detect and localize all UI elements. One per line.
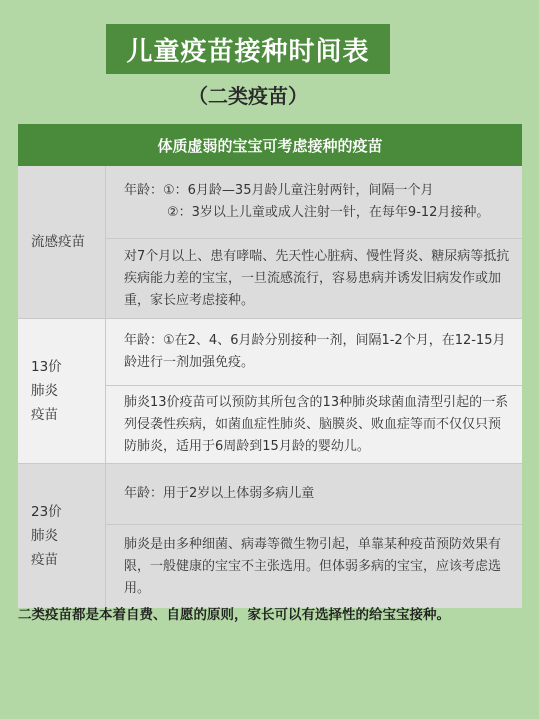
table-row-flu (18, 166, 522, 318)
vaccine-name: 13价肺炎疫苗 (18, 319, 105, 463)
footer-note: 二类疫苗都是本着自费、自愿的原则，家长可以有选择性的给宝宝接种。 (18, 607, 450, 623)
age-line: ②：3岁以上儿童或成人注射一针，在每年9-12月接种。 (167, 205, 490, 220)
table-row-ppv23 (18, 463, 522, 608)
vaccine-table (18, 124, 522, 608)
note-cell: 对7个月以上、患有哮喘、先天性心脏病、慢性肾炎、糖尿病等抵抗疾病能力差的宝宝，一旦流感流行，容易患病并诱发旧病发作或加重，家长应考虑接种。 (106, 238, 522, 318)
vaccine-name: 流感疫苗 (18, 166, 105, 318)
table-header: 体质虚弱的宝宝可考虑接种的疫苗 (18, 124, 522, 166)
age-cell (106, 166, 522, 238)
vaccine-name: 23价肺炎疫苗 (18, 464, 105, 608)
age-cell: 年龄：用于2岁以上体弱多病儿童 (106, 464, 522, 524)
note-cell: 肺炎13价疫苗可以预防其所包含的13种肺炎球菌血清型引起的一系列侵袭性疾病，如菌血症性肺炎、脑膜炎、败血症等而不仅仅只预防肺炎，适用于6周龄到15月龄的婴幼儿。 (106, 385, 522, 463)
age-cell: 年龄：①在2、4、6月龄分别接种一剂，间隔1-2个月，在12-15月龄进行一剂加强免疫。 (106, 319, 522, 385)
page-title: 儿童疫苗接种时间表 (106, 24, 390, 74)
table-row-pcv13 (18, 318, 522, 463)
note-cell: 肺炎是由多种细菌、病毒等微生物引起，单靠某种疫苗预防效果有限，一般健康的宝宝不主张选用。但体弱多病的宝宝，应该考虑选用。 (106, 524, 522, 608)
page-subtitle: （二类疫苗） (188, 84, 308, 108)
age-line: 年龄：①：6月龄—35月龄儿童注射两针，间隔一个月 (124, 183, 434, 198)
